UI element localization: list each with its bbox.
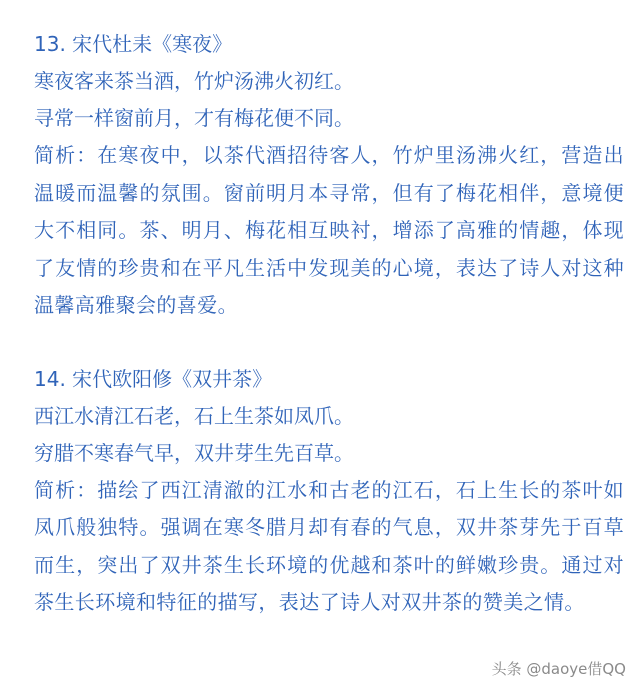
watermark: 头条 @daoye借QQ: [491, 660, 626, 678]
poem-section-13: [34, 26, 624, 325]
poem-heading: 14. 宋代欧阳修《双井茶》: [34, 366, 273, 391]
poem-line: 西江水清江石老，石上生茶如凤爪。: [34, 403, 354, 428]
poem-analysis: 简析：描绘了西江清澈的江水和古老的江石，石上生长的茶叶如凤爪般独特。强调在寒冬腊月却有春的气息，双井茶芽先于百草而生，突出了双井茶生长环境的优越和茶叶的鲜嫩珍贵。通过对茶生长环境和特征的描写，表达了诗人对双井茶的赞美之情。: [34, 477, 624, 614]
poem-heading: 13. 宋代杜耒《寒夜》: [34, 32, 233, 56]
poem-line: 寒夜客来茶当酒，竹炉汤沸火初红。: [34, 69, 354, 93]
poem-analysis: 简析：在寒夜中，以茶代酒招待客人，竹炉里汤沸火红，营造出温暖而温馨的氛围。窗前明月本寻常，但有了梅花相伴，意境便大不相同。茶、明月、梅花相互映衬，增添了高雅的情趣，体现了友情的珍贵和在平凡生活中发现美的心境，表达了诗人对这种温馨高雅聚会的喜爱。: [34, 143, 624, 317]
poem-section-14: [34, 361, 624, 622]
article-body: [34, 26, 624, 622]
poem-line: 穷腊不寒春气早，双井芽生先百草。: [34, 440, 354, 465]
poem-line: 寻常一样窗前月，才有梅花便不同。: [34, 106, 354, 130]
